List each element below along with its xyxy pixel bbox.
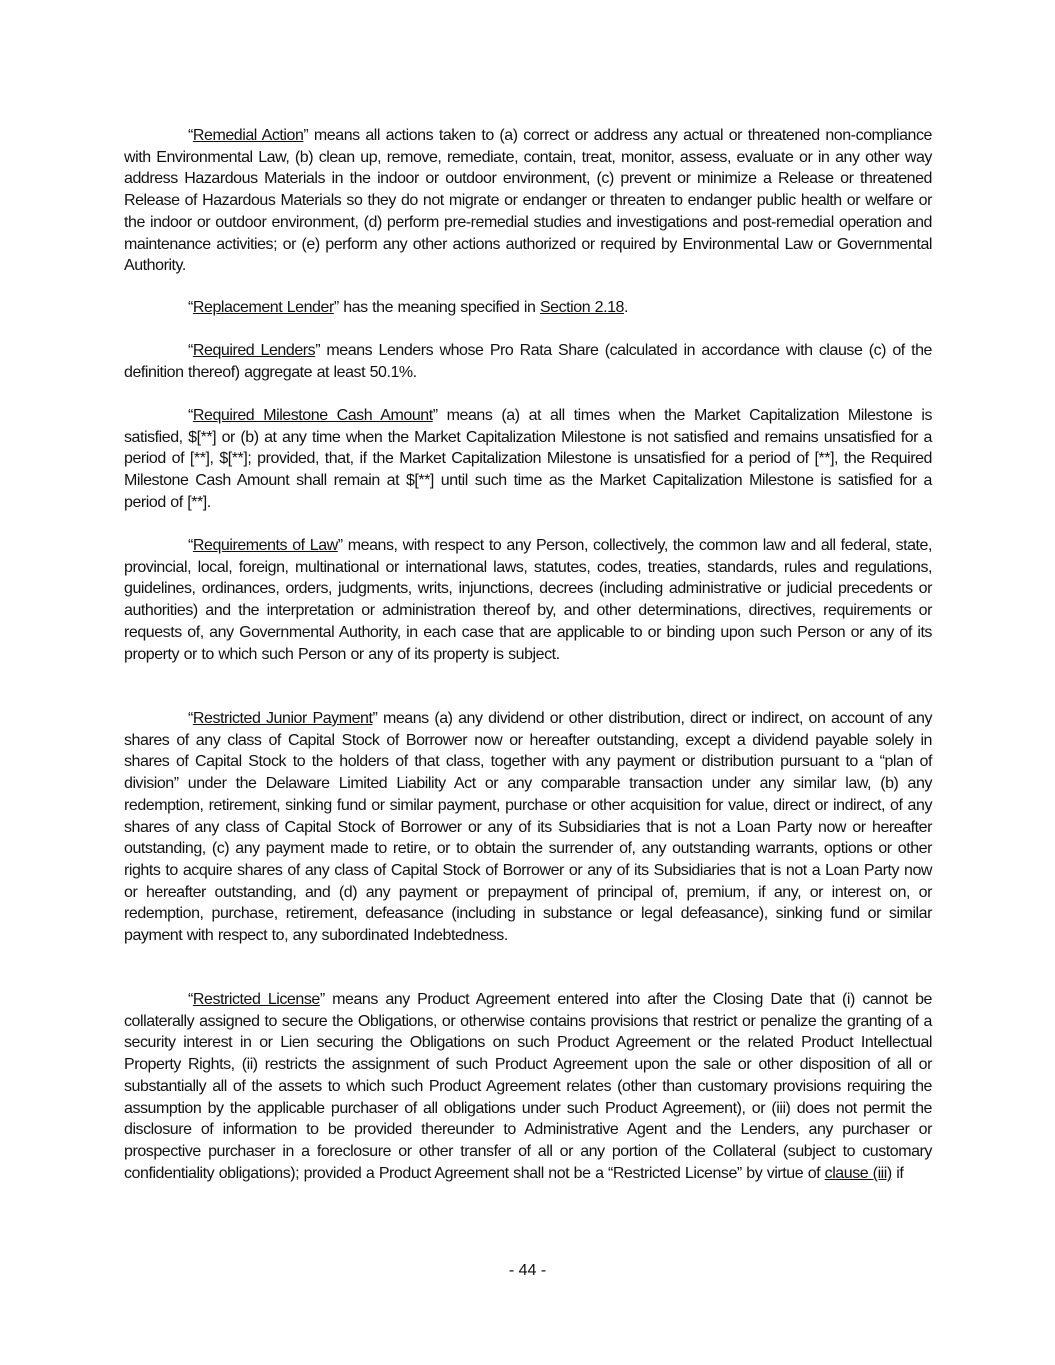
quote-open: “ — [188, 991, 193, 1008]
quote-open: “ — [188, 127, 193, 144]
quote-open: “ — [188, 299, 193, 316]
quote-open: “ — [188, 342, 193, 359]
definition-remedial-action — [124, 125, 932, 277]
quote-open: “ — [188, 537, 193, 554]
definition-text: means (a) at all times when the Market Capitalization Milestone is satisfied, $[**] or (b) at any time when the Market Capitalization Milestone is not satisfied and remains unsatisfied for a period of [**], $[**]; provided, that, if the Market Capitalization Milestone is unsatisfied for a period of [**], the Required Milestone Cash Amount shall remain at $[**] until such time as the Market Capitalization Milestone is satisfied for a period of [**]. — [124, 407, 932, 511]
definition-requirements-of-law — [124, 535, 932, 665]
definition-text-end: . — [624, 299, 628, 316]
defined-term: Restricted Junior Payment — [192, 710, 373, 727]
defined-term: Required Lenders — [192, 342, 316, 359]
definition-replacement-lender — [124, 297, 932, 319]
definition-text: means, with respect to any Person, collectively, the common law and all federal, state, provincial, local, foreign, multinational or international laws, statutes, codes, treaties, standards, rules and regulations, guidelines, ordinances, orders, judgments, writs, injunctions, decrees (including administrative or judicial precedents or authorities) and the interpretation or administration thereof by, and other determinations, directives, requirements or requests of, any Governmental Authority, in each case that are applicable to or binding upon such Person or any of its property or to which such Person or any of its property is subject. — [124, 537, 932, 663]
definition-required-lenders — [124, 340, 932, 383]
definition-restricted-junior-payment — [124, 708, 932, 947]
defined-term: Restricted License — [192, 991, 320, 1008]
quote-close: ” — [315, 342, 321, 359]
definition-text: means any Product Agreement entered into after the Closing Date that (i) cannot be collaterally assigned to secure the Obligations, or otherwise contains provisions that restrict or penalize the granting of a security interest in or Lien securing the Obligations on such Product Agreement or the related Product Intellectual Property Rights, (ii) restricts the assignment of such Product Agreement upon the sale or other disposition of all or substantially all of the assets to which such Product Agreement relates (other than customary provisions requiring the assumption by the applicable purchaser of all obligations under such Product Agreement), or (iii) does not permit the disclosure of information to be provided thereunder to Administrative Agent and the Lenders, any purchaser or prospective purchaser in a foreclosure or other transfer of all or any portion of the Collateral (subject to customary confidentiality obligations); provided a Product Agreement shall not be a “Restricted License” by virtue of — [124, 991, 932, 1182]
defined-term: Replacement Lender — [192, 299, 334, 316]
quote-close: ” — [372, 710, 378, 727]
quote-close: ” — [319, 991, 325, 1008]
quote-open: “ — [188, 710, 193, 727]
defined-term: Requirements of Law — [192, 537, 338, 554]
definition-text: means Lenders whose Pro Rata Share (calculated in accordance with clause (c) of the definition thereof) aggregate at least 50.1%. — [124, 342, 932, 381]
definition-required-milestone-cash-amount — [124, 405, 932, 514]
definition-text: means all actions taken to (a) correct or address any actual or threatened non-compliance with Environmental Law, (b) clean up, remove, remediate, contain, treat, monitor, assess, evaluate or in any other way address Hazardous Materials in the indoor or outdoor environment, (c) prevent or minimize a Release or threatened Release of Hazardous Materials so they do not migrate or endanger or threaten to endanger public health or welfare or the indoor or outdoor environment, (d) perform pre-remedial studies and investigations and post-remedial operation and maintenance activities; or (e) perform any other actions authorized or required by Environmental Law or Governmental Authority. — [124, 127, 932, 275]
quote-close: ” — [333, 299, 339, 316]
quote-open: “ — [188, 407, 193, 424]
definition-restricted-license — [124, 989, 932, 1184]
definition-text: has the meaning specified in — [338, 299, 540, 316]
definition-text-end: if — [891, 1164, 904, 1182]
quote-close: ” — [303, 127, 309, 144]
definition-text: means (a) any dividend or other distribution, direct or indirect, on account of any shares of any class of Capital Stock of Borrower now or hereafter outstanding, except a dividend payable solely in shares of Capital Stock to the holders of that class, together with any payment or distribution pursuant to a “plan of division” under the Delaware Limited Liability Act or any comparable transaction under any similar law, (b) any redemption, retirement, sinking fund or similar payment, purchase or other acquisition for value, direct or indirect, of any shares of any class of Capital Stock of Borrower or any of its Subsidiaries that is not a Loan Party now or hereafter outstanding, (c) any payment made to retire, or to obtain the surrender of, any outstanding warrants, options or other rights to acquire shares of any class of Capital Stock of Borrower or any of its Subsidiaries that is not a Loan Party now or hereafter outstanding, and (d) any payment or prepayment of principal of, premium, if any, or interest on, or redemption, purchase, retirement, defeasance (including in substance or legal defeasance), sinking fund or similar payment with respect to, any subordinated Indebtedness. — [124, 710, 932, 945]
quote-close: ” — [337, 537, 343, 554]
section-reference: Section 2.18 — [539, 299, 624, 316]
quote-close: ” — [432, 407, 438, 424]
defined-term: Remedial Action — [192, 127, 304, 144]
defined-term: Required Milestone Cash Amount — [192, 407, 433, 424]
clause-reference: clause (iii) — [824, 1164, 892, 1182]
page-number: - 44 - — [508, 1262, 547, 1279]
